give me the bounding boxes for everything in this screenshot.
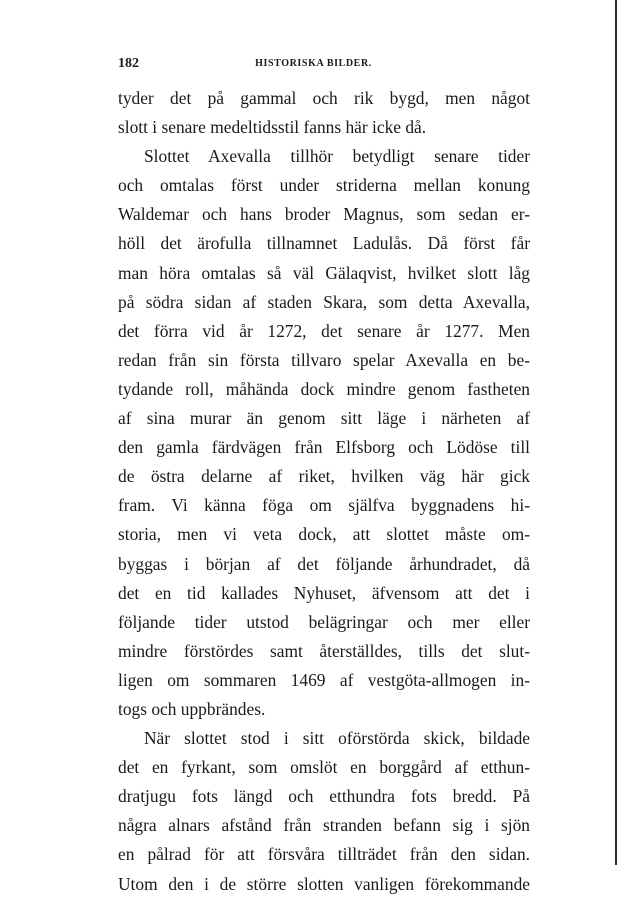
text-line: det en tid kallades Nyhuset, äfvensom att det i	[118, 582, 530, 603]
text-line: det en fyrkant, som omslöt en borggård af etthun-	[118, 757, 530, 778]
text-line: mindre förstördes samt återställdes, tills det slut-	[118, 640, 530, 661]
text-line: slott i senare medeltidsstil fanns här icke då.	[118, 117, 427, 138]
text-line: och omtalas först under striderna mellan konung	[118, 175, 530, 196]
text-line: man höra omtalas så väl Gälaqvist, hvilket slott låg	[118, 262, 530, 283]
page-number: 182	[118, 56, 139, 71]
text-line: de östra delarne af riket, hvilken väg här gick	[118, 466, 530, 487]
text-line: tyder det på gammal och rik bygd, men något	[118, 88, 530, 108]
text-line: på södra sidan af staden Skara, som detta Axevalla,	[118, 291, 530, 312]
text-line: Utom den i de större slotten vanligen förekommande	[118, 873, 530, 894]
text-line: dratjugu fots längd och etthundra fots bredd. På	[118, 786, 530, 807]
text-line: fram. Vi känna föga om själfva byggnadens hi-	[118, 495, 530, 516]
text-line: ligen om sommaren 1469 af vestgöta-allmogen in-	[118, 669, 530, 690]
text-line: tydande roll, måhända dock mindre genom fastheten	[118, 378, 530, 399]
running-title: HISTORISKA BILDER.	[255, 58, 372, 69]
text-line: togs och uppbrändes.	[118, 698, 266, 719]
text-line: den gamla färdvägen från Elfsborg och Lödöse till	[118, 437, 530, 458]
text-line: Waldemar och hans broder Magnus, som sedan er-	[118, 204, 530, 225]
text-line: storia, men vi veta dock, att slottet måste om-	[118, 524, 530, 545]
text-line: redan från sin första tillvaro spelar Axevalla en be-	[118, 349, 530, 370]
text-line: en pålrad för att försvåra tillträdet från den sidan.	[118, 844, 530, 865]
text-line: Slottet Axevalla tillhör betydligt senare tider	[144, 146, 530, 167]
text-line: När slottet stod i sitt oförstörda skick, bildade	[144, 728, 530, 749]
text-line: höll det ärofulla tillnamnet Ladulås. Då först får	[118, 233, 530, 254]
text-line: några alnars afstånd från stranden befann sig i sjön	[118, 815, 530, 836]
body-text	[118, 84, 530, 899]
page-edge-rule	[615, 0, 617, 865]
text-line: följande tider utstod belägringar och mer eller	[118, 611, 530, 632]
text-line: det förra vid år 1272, det senare år 1277. Men	[118, 320, 530, 341]
text-line: af sina murar än genom sitt läge i närheten af	[118, 408, 530, 429]
text-line: byggas i början af det följande århundradet, då	[118, 553, 530, 574]
